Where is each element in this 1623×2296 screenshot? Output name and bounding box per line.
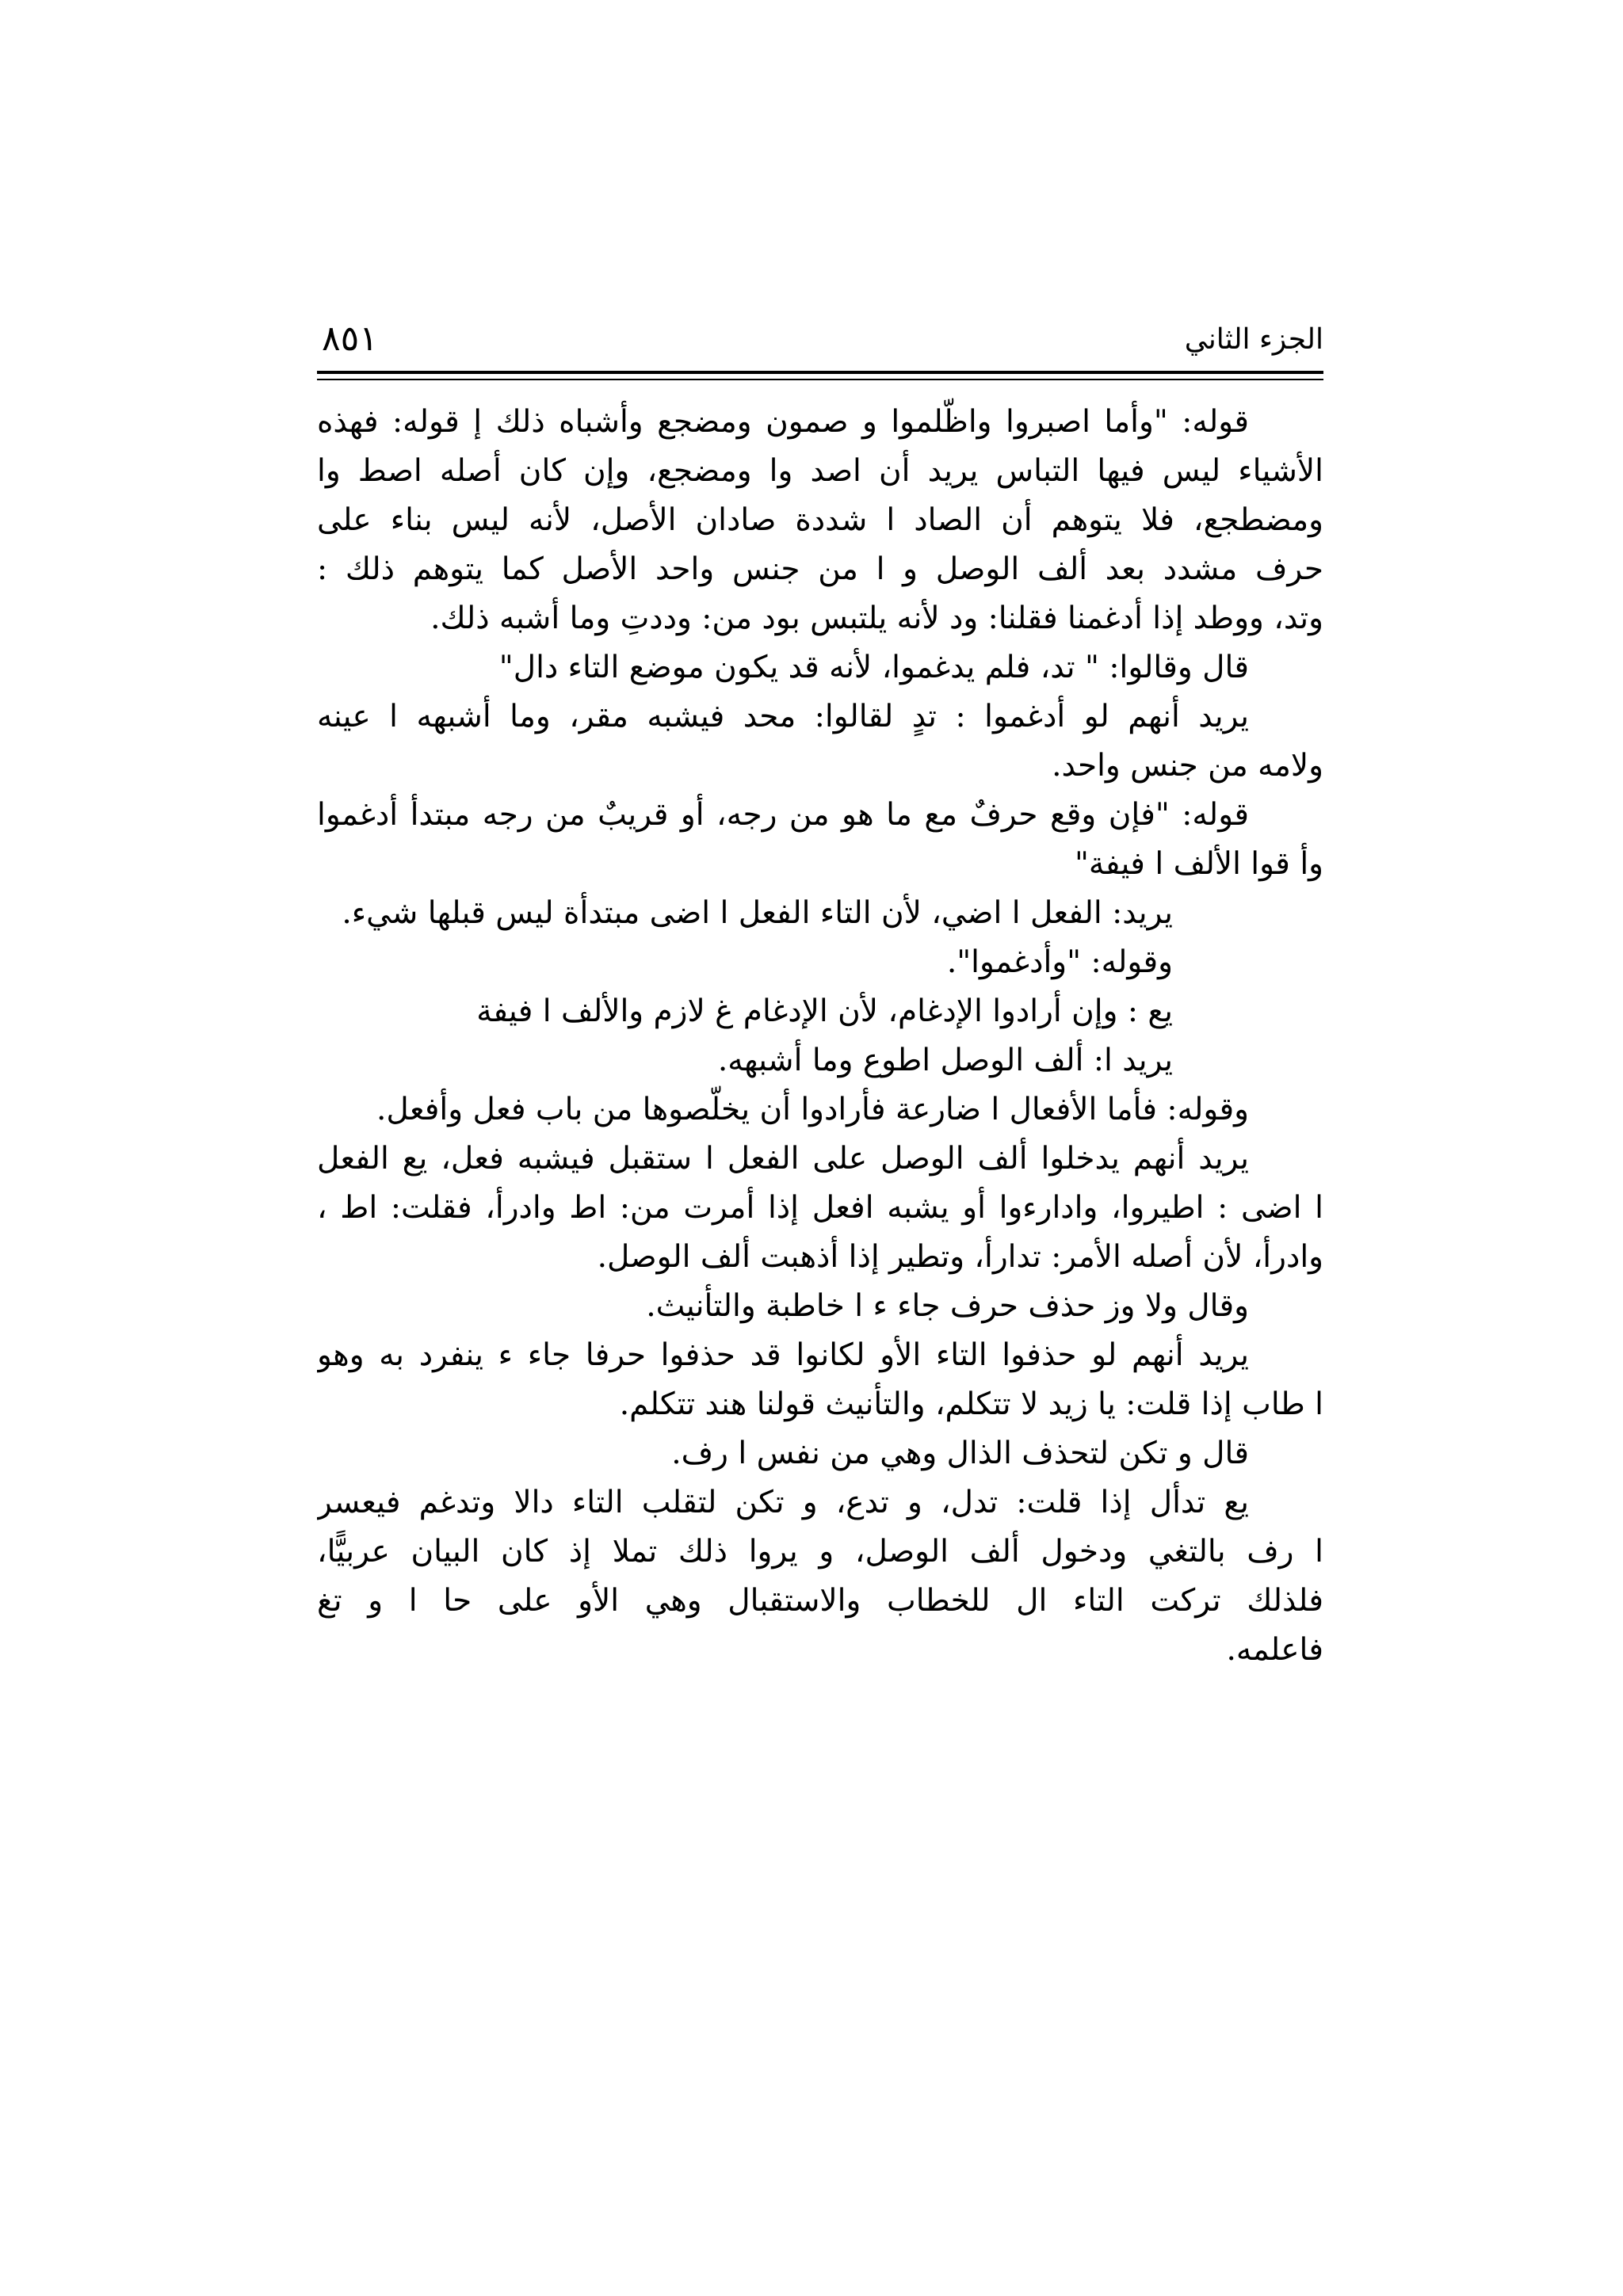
text-line: وقوله: "وأدغموا".: [946, 944, 1173, 980]
text-line: وقال ولا وز حذف حرف جاء ء ا خاطبة والتأنيث.: [646, 1288, 1249, 1324]
text-line: قوله: "وأما اصبروا واظَّلموا و صمون ومضجع وأشباه ذلك إ قوله: فهذه: [317, 404, 1249, 440]
header-rule-thin: [317, 379, 1323, 380]
text-line: يريد: الفعل ا اضي، لأن التاء الفعل ا اضى مبتدأة ليس قبلها شيء.: [342, 895, 1173, 931]
text-line: فاعلمه.: [1226, 1632, 1323, 1668]
text-line: ومضطجع، فلا يتوهم أن الصاد ا شددة صادان الأصل، لأنه ليس بناء على: [317, 502, 1323, 538]
running-title: الجزء الثاني: [1184, 323, 1323, 356]
text-line: يريد أنهم يدخلوا ألف الوصل على الفعل ا ستقبل فيشبه فعل، يع الفعل: [317, 1141, 1249, 1177]
text-line: قال وقالوا: " تد، فلم يدغموا، لأنه قد يكون موضع التاء دال": [498, 650, 1249, 685]
body-text: [317, 398, 1323, 1675]
text-line: ولامه من جنس واحد.: [1052, 748, 1323, 784]
text-line: يريد ا: ألف الوصل اطوع وما أشبهه.: [717, 1043, 1173, 1078]
page-number: ٨٥١: [322, 318, 378, 359]
text-line: الأشياء ليس فيها التباس يريد أن اصد وا ومضجع، وإن كان أصله اصط وا: [317, 453, 1323, 489]
text-line: قال و تكن لتحذف الذال وهي من نفس ا رف.: [671, 1436, 1249, 1471]
text-line: وأ قوا الألف ا فيفة": [1074, 846, 1323, 882]
text-line: ا رف بالتغي ودخول ألف الوصل، و يروا ذلك تملا إذ كان البيان عربيًّا،: [317, 1534, 1323, 1569]
text-line: ا اضى : اطيروا، وادارءوا أو يشبه افعل إذا أمرت من: اط وادرأ، فقلت: اط ،: [317, 1190, 1323, 1226]
page-header: [317, 318, 1323, 368]
text-line: يريد أنهم لو أدغموا : تدٍ لقالوا: محد فيشبه مقر، وما أشبهه ا عينه: [317, 699, 1249, 734]
text-line: حرف مشدد بعد ألف الوصل و ا من جنس واحد الأصل كما يتوهم ذلك :: [317, 551, 1323, 587]
text-line: يريد أنهم لو حذفوا التاء الأو لكانوا قد حذفوا حرفا جاء ء ينفرد به وهو: [317, 1337, 1249, 1373]
text-line: وتد، ووطد إذا أدغمنا فقلنا: ود لأنه يلتبس بود من: وددتِ وما أشبه ذلك.: [430, 601, 1323, 636]
header-rule-thick: [317, 371, 1323, 374]
text-line: وادرأ، لأن أصله الأمر: تدارأ، وتطير إذا أذهبت ألف الوصل.: [597, 1239, 1323, 1275]
text-line: ا طاب إذا قلت: يا زيد لا تتكلم، والتأنيث قولنا هند تتكلم.: [619, 1386, 1323, 1422]
text-line: فلذلك تركت التاء ال للخطاب والاستقبال وهي الأو على حا ا و تغ: [317, 1583, 1323, 1619]
text-line: يع : وإن أرادوا الإدغام، لأن الإدغام غ لازم والألف ا فيفة: [476, 994, 1173, 1029]
text-line: يع تدأل إذا قلت: تدل، و تدع، و تكن لتقلب التاء دالا وتدغم فيعسر: [317, 1485, 1249, 1520]
text-line: وقوله: فأما الأفعال ا ضارعة فأرادوا أن يخلّصوها من باب فعل وأفعل.: [376, 1092, 1249, 1127]
text-line: قوله: "فإن وقع حرفٌ مع ما هو من رجه، أو قريبٌ من رجه مبتدأ أدغموا: [317, 797, 1249, 833]
